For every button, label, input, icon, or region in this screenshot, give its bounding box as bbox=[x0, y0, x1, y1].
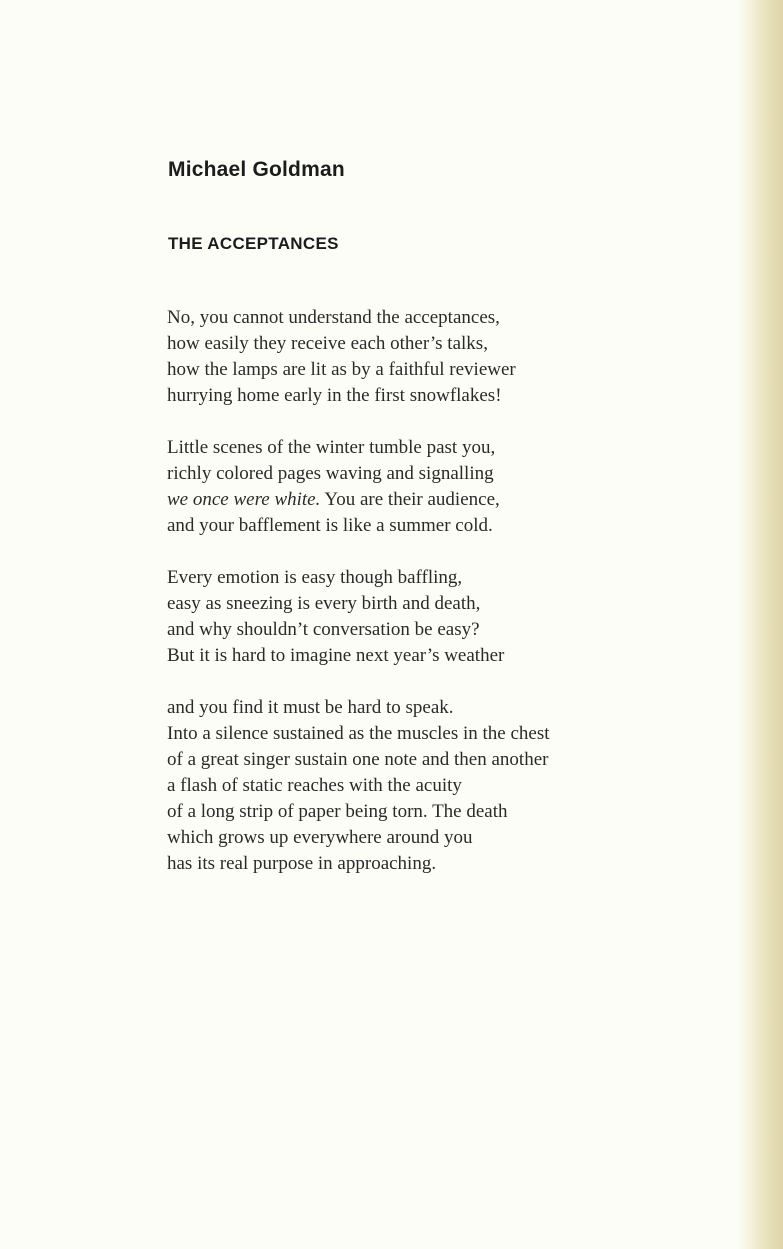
poem-line: and you find it must be hard to speak. bbox=[167, 697, 454, 718]
poem-line: richly colored pages waving and signalling bbox=[167, 463, 494, 484]
poem-line: how easily they receive each other’s talks, bbox=[167, 333, 488, 354]
stanza-1 bbox=[167, 305, 727, 409]
page-gutter-shadow bbox=[737, 0, 783, 1249]
poem-line: easy as sneezing is every birth and death, bbox=[167, 593, 481, 614]
stanza-3 bbox=[167, 565, 727, 669]
poem-line-tail: You are their audience, bbox=[324, 489, 500, 510]
poem-line: has its real purpose in approaching. bbox=[167, 853, 437, 874]
poem-title: THE ACCEPTANCES bbox=[168, 234, 339, 253]
poem-line: and why shouldn’t conversation be easy? bbox=[167, 619, 480, 640]
poem-line: of a great singer sustain one note and then another bbox=[167, 749, 549, 770]
poem-line: Into a silence sustained as the muscles in the chest bbox=[167, 723, 550, 744]
poem-line: No, you cannot understand the acceptances, bbox=[167, 307, 500, 328]
poem-line: and your bafflement is like a summer cold. bbox=[167, 515, 493, 536]
poem-body bbox=[167, 305, 727, 903]
poem-line-with-italic bbox=[167, 487, 727, 513]
poem-line: hurrying home early in the first snowflakes! bbox=[167, 385, 502, 406]
poem-line: But it is hard to imagine next year’s weather bbox=[167, 645, 505, 666]
poem-line: which grows up everywhere around you bbox=[167, 827, 473, 848]
author-name: Michael Goldman bbox=[168, 158, 345, 181]
italic-phrase: we once were white. bbox=[167, 489, 321, 510]
poem-line: Every emotion is easy though baffling, bbox=[167, 567, 463, 588]
stanza-2 bbox=[167, 435, 727, 539]
poem-line: Little scenes of the winter tumble past you, bbox=[167, 437, 496, 458]
poem-line: a flash of static reaches with the acuity bbox=[167, 775, 462, 796]
poem-line: of a long strip of paper being torn. The death bbox=[167, 801, 508, 822]
poem-line: how the lamps are lit as by a faithful reviewer bbox=[167, 359, 516, 380]
stanza-4 bbox=[167, 695, 727, 877]
